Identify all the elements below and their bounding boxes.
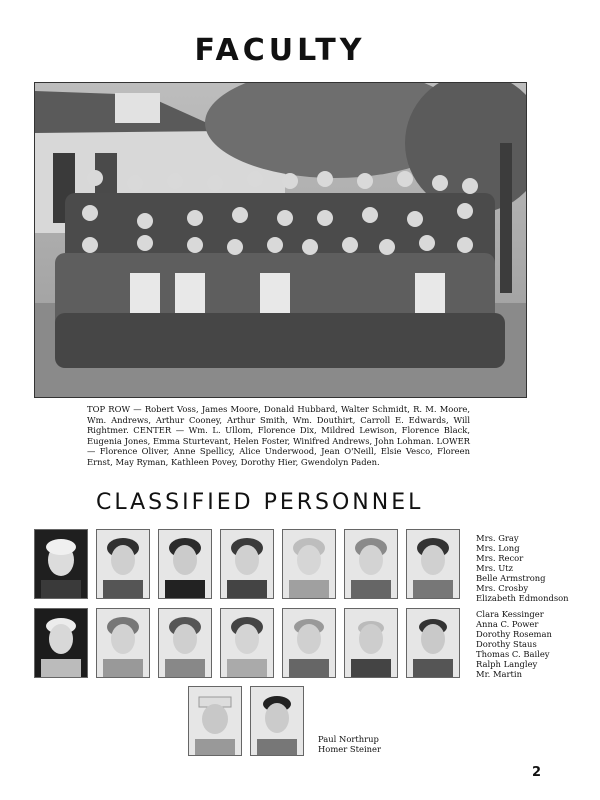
portrait-photo — [406, 608, 460, 678]
portrait-photo — [344, 608, 398, 678]
portrait-photo — [220, 529, 274, 599]
person-name: Thomas C. Bailey — [476, 649, 550, 659]
portrait-photo — [282, 529, 336, 599]
names-list-group-2 — [476, 609, 552, 679]
page-title: FACULTY — [194, 33, 366, 68]
person-name: Clara Kessinger — [476, 609, 544, 619]
portrait-photo — [96, 529, 150, 599]
person-name: Homer Steiner — [318, 744, 382, 754]
person-name: Mrs. Gray — [476, 533, 519, 543]
portrait-photo — [96, 608, 150, 678]
person-name: Mr. Martin — [476, 669, 522, 679]
person-name: Mrs. Utz — [476, 563, 514, 573]
portrait-photo — [34, 608, 88, 678]
page-number: 2 — [532, 765, 542, 780]
person-name: Anna C. Power — [476, 619, 539, 629]
portrait-photo — [250, 686, 304, 756]
person-name: Belle Armstrong — [476, 573, 546, 583]
person-name: Ralph Langley — [476, 659, 538, 669]
portrait-photo — [282, 608, 336, 678]
person-name: Dorothy Staus — [476, 639, 537, 649]
portrait-photo — [34, 529, 88, 599]
section-title-classified: CLASSIFIED PERSONNEL — [96, 490, 424, 515]
person-name: Mrs. Long — [476, 543, 520, 553]
portrait-photo — [188, 686, 242, 756]
portrait-photo — [158, 608, 212, 678]
portrait-photo — [158, 529, 212, 599]
person-name: Mrs. Recor — [476, 553, 524, 563]
faculty-caption: TOP ROW — Robert Voss, James Moore, Donald Hubbard, Walter Schmidt, R. M. Moore, Wm. Andrews, Arthur Cooney, Arthur Smith, Wm. Douthirt, Carroll E. Edwards, Will Rightmer. CENTER — Wm. L. Ullom, Florence Dix, Mildred Lewison, Florence Black, Eugenia Jones, Emma Sturtevant, Helen Foster, Winifred Andrews, John Lohman. LOWER — Florence Oliver, Anne Spellicy, Alice Underwood, Jean O'Neill, Elsie Vesco, Floreen Ernst, May Ryman, Kathleen Povey, Dorothy Hier, Gwendolyn Paden. — [87, 404, 470, 467]
names-list-group-1 — [476, 533, 569, 603]
names-list-group-3 — [318, 734, 381, 754]
person-name: Paul Northrup — [318, 734, 379, 744]
faculty-group-photo — [34, 82, 527, 398]
person-name: Dorothy Roseman — [476, 629, 552, 639]
portrait-photo — [220, 608, 274, 678]
portrait-photo — [344, 529, 398, 599]
person-name: Mrs. Crosby — [476, 583, 529, 593]
person-name: Elizabeth Edmondson — [476, 593, 569, 603]
portrait-photo — [406, 529, 460, 599]
